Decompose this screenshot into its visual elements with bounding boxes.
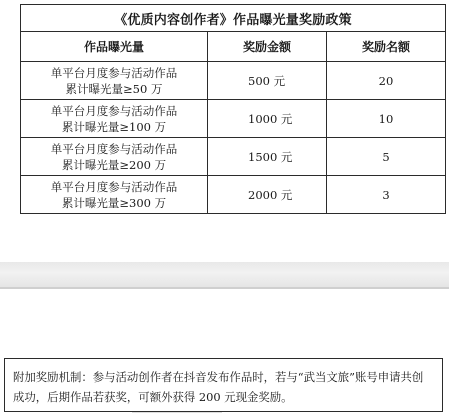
scan-artifact-line [132,412,222,413]
exposure-condition-cell [21,100,208,138]
exposure-condition-cell [21,176,208,214]
condition-threshold: 累计曝光量≥50 万 [65,81,163,96]
reward-quota-cell: 10 [327,100,446,138]
reward-quota-cell: 20 [327,62,446,100]
table-row [21,62,446,100]
header-quota: 奖励名额 [327,32,446,62]
reward-policy-table [20,4,446,214]
condition-threshold: 累计曝光量≥300 万 [61,195,167,210]
bonus-note-text: 附加奖励机制：参与活动创作者在抖音发布作品时，若与“武当文旅”账号申请共创成功，后期作品若获奖，可额外获得 200 元现金奖励。 [13,370,424,404]
reward-quota-cell: 5 [327,138,446,176]
condition-threshold: 累计曝光量≥100 万 [61,119,167,134]
table-title: 《优质内容创作者》作品曝光量奖励政策 [21,5,446,32]
header-amount: 奖励金额 [208,32,327,62]
table-row [21,100,446,138]
condition-threshold: 累计曝光量≥200 万 [61,157,167,172]
table-row [21,138,446,176]
reward-quota-cell: 3 [327,176,446,214]
condition-line: 单平台月度参与活动作品 [50,65,178,80]
table-row [21,176,446,214]
reward-amount-cell: 1000 元 [208,100,327,138]
exposure-condition-cell [21,62,208,100]
header-exposure: 作品曝光量 [21,32,208,62]
reward-amount-cell: 1500 元 [208,138,327,176]
bonus-note-box [4,358,443,412]
page-break-band [0,262,449,288]
condition-line: 单平台月度参与活动作品 [50,179,178,194]
page-break-edge [0,287,449,289]
reward-amount-cell: 2000 元 [208,176,327,214]
condition-line: 单平台月度参与活动作品 [50,141,178,156]
condition-line: 单平台月度参与活动作品 [50,103,178,118]
reward-amount-cell: 500 元 [208,62,327,100]
table-header-row [21,32,446,62]
exposure-condition-cell [21,138,208,176]
